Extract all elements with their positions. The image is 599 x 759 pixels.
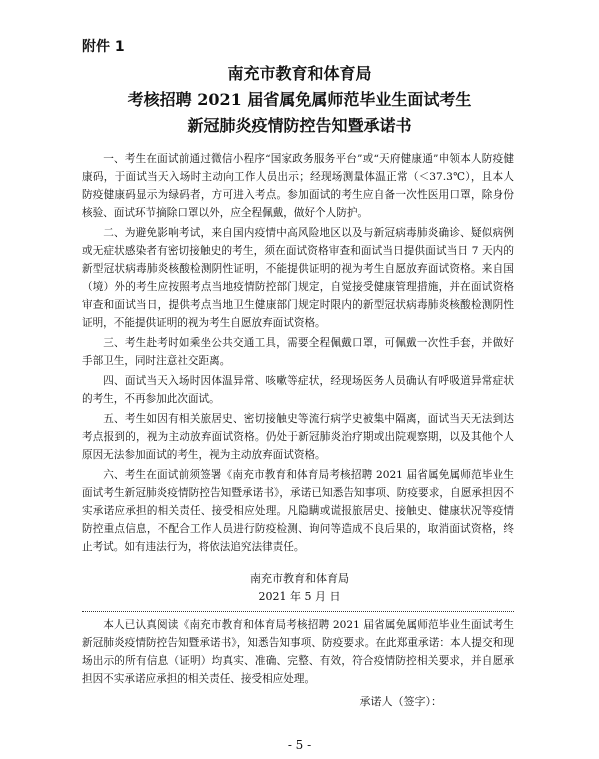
notice-body [82, 150, 514, 558]
attachment-label: 附件 1 [82, 39, 125, 55]
signature-line [82, 693, 514, 709]
paragraph-1: 一、考生在面试前通过微信小程序“国家政务服务平台”或“天府健康通”申领本人防疫健康码，于面试当天入场时主动向工作人员出示；经现场测量体温正常（＜37.3℃），且本人防疫健康码显示为绿码者，方可进入考点。参加面试的考生应自备一次性医用口罩，除身份核验、面试环节摘除口罩以外，应全程佩戴，做好个人防护。 [82, 153, 514, 219]
title-line-1: 南充市教育和体育局 [227, 64, 372, 83]
signature-label: 承诺人（签字）： [359, 695, 442, 708]
title-line-3: 新冠肺炎疫情防控告知暨承诺书 [187, 116, 412, 135]
page-number: - 5 - [287, 738, 312, 752]
issuer-block [0, 570, 599, 606]
paragraph-3: 三、考生赴考时如乘坐公共交通工具，需要全程佩戴口罩，可佩戴一次性手套，并做好手部卫生，同时注意社交距离。 [82, 337, 514, 367]
issuer-name: 南充市教育和体育局 [250, 572, 349, 585]
paragraph-4: 四、面试当天入场时因体温异常、咳嗽等症状，经现场医务人员确认有呼吸道异常症状的考生，不再参加此次面试。 [82, 375, 514, 405]
title-line-2: 考核招聘 2021 届省属免属师范毕业生面试考生 [127, 90, 472, 109]
dotted-divider [82, 611, 514, 612]
issue-date: 2021 年 5 月 日 [258, 590, 341, 603]
pledge-text: 本人已认真阅读《南充市教育和体育局考核招聘 2021 届省属免属师范毕业生面试考生新冠肺炎疫情防控告知暨承诺书》，知悉告知事项、防疫要求。在此郑重承诺：本人提交和现场出示的所有信息（证明）均真实、准确、完整、有效，符合疫情防控相关要求，并自愿承担因不实承诺应承担的相关责任、接受相应处理。 [82, 619, 514, 685]
paragraph-6: 六、考生在面试前须签署《南充市教育和体育局考核招聘 2021 届省属免属师范毕业生面试考生新冠肺炎疫情防控告知暨承诺书》，承诺已知悉告知事项、防疫要求，自愿承担因不实承诺应承担的相关责任、接受相应处理。凡隐瞒或谎报旅居史、接触史、健康状况等疫情防控重点信息，不配合工作人员进行防疫检测、询问等造成不良后果的，取消面试资格，终止考试。如有违法行为，将依法追究法律责任。 [82, 469, 514, 553]
paragraph-2: 二、为避免影响考试，来自国内疫情中高风险地区以及与新冠病毒肺炎确诊、疑似病例或无症状感染者有密切接触史的考生，须在面试资格审查和面试当日提供面试当日 7 天内的新型冠状病毒肺炎核酸检测阴性证明，不能提供证明的视为考生自愿放弃面试资格。来自国（境）外的考生应按照考点当地疫情防控部门规定，自觉接受健康管理措施，并在面试资格审查和面试当日，提供考点当地卫生健康部门规定时限内的新型冠状病毒肺炎核酸检测阴性证明，不能提供证明的视为考生自愿放弃面试资格。 [82, 227, 514, 329]
paragraph-5: 五、考生如因有相关旅居史、密切接触史等流行病学史被集中隔离，面试当天无法到达考点报到的，视为主动放弃面试资格。仍处于新冠肺炎治疗期或出院观察期，以及其他个人原因无法参加面试的考生，视为主动放弃面试资格。 [82, 413, 514, 461]
